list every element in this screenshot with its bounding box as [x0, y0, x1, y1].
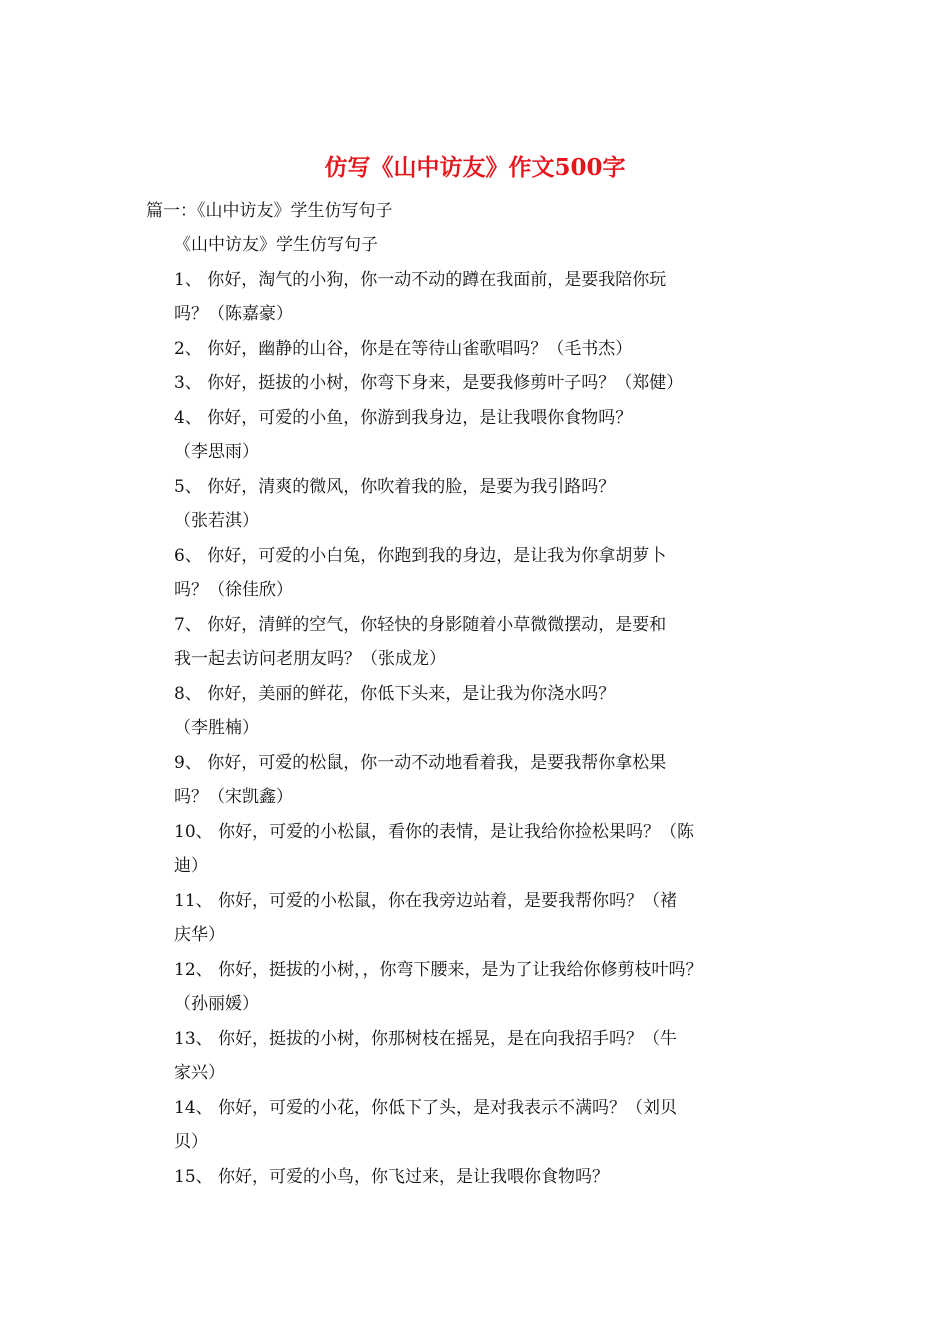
- sentence-line: 家兴）: [174, 1063, 225, 1083]
- sentence-line: 11、 你好，可爱的小松鼠，你在我旁边站着，是要我帮你吗？（褚: [174, 891, 678, 911]
- sentence-line: 迪）: [174, 856, 208, 876]
- sentence-line: 9、 你好，可爱的松鼠，你一动不动地看着我，是要我帮你拿松果: [174, 753, 667, 773]
- sentence-line: 10、 你好，可爱的小松鼠，看你的表情，是让我给你捡松果吗？（陈: [174, 822, 695, 842]
- sentence-line: 12、 你好，挺拔的小树，，你弯下腰来，是为了让我给你修剪枝叶吗？: [174, 960, 703, 980]
- sentence-line: 贝）: [174, 1132, 208, 1152]
- sentence-line: （李胜楠）: [174, 718, 259, 738]
- sentence-line: 13、 你好，挺拔的小树，你那树枝在摇晃，是在向我招手吗？（牛: [174, 1029, 678, 1049]
- sentence-line: 8、 你好，美丽的鲜花，你低下头来，是让我为你浇水吗？: [174, 684, 616, 704]
- sentence-line: 吗？（陈嘉豪）: [174, 304, 293, 324]
- sentence-line: （李思雨）: [174, 442, 259, 462]
- sentence-line: 14、 你好，可爱的小花，你低下了头，是对我表示不满吗？（刘贝: [174, 1098, 678, 1118]
- section-heading: 篇一：《山中访友》学生仿写句子: [146, 201, 393, 221]
- document-title: 仿写《山中访友》作文500字: [324, 154, 626, 181]
- sentence-line: 5、 你好，清爽的微风，你吹着我的脸，是要为我引路吗？: [174, 477, 616, 497]
- sentence-line: 2、 你好，幽静的山谷，你是在等待山雀歌唱吗？（毛书杰）: [174, 339, 633, 359]
- sentence-line: （孙丽媛）: [174, 994, 259, 1014]
- sentence-line: （张若淇）: [174, 511, 259, 531]
- sentence-line: 庆华）: [174, 925, 225, 945]
- sentence-line: 吗？（宋凯鑫）: [174, 787, 293, 807]
- sentence-line: 吗？（徐佳欣）: [174, 580, 293, 600]
- sentence-line: 1、 你好，淘气的小狗，你一动不动的蹲在我面前，是要我陪你玩: [174, 270, 667, 290]
- sentence-line: 3、 你好，挺拔的小树，你弯下身来，是要我修剪叶子吗？（郑健）: [174, 373, 684, 393]
- sentence-line: 6、 你好，可爱的小白兔，你跑到我的身边，是让我为你拿胡萝卜: [174, 546, 667, 566]
- sentence-line: 我一起去访问老朋友吗？（张成龙）: [174, 649, 446, 669]
- sentence-line: 7、 你好，清鲜的空气，你轻快的身影随着小草微微摆动，是要和: [174, 615, 667, 635]
- subheading: 《山中访友》学生仿写句子: [174, 235, 378, 255]
- sentence-line: 15、 你好，可爱的小鸟，你飞过来，是让我喂你食物吗？: [174, 1167, 610, 1187]
- sentence-line: 4、 你好，可爱的小鱼，你游到我身边，是让我喂你食物吗？: [174, 408, 633, 428]
